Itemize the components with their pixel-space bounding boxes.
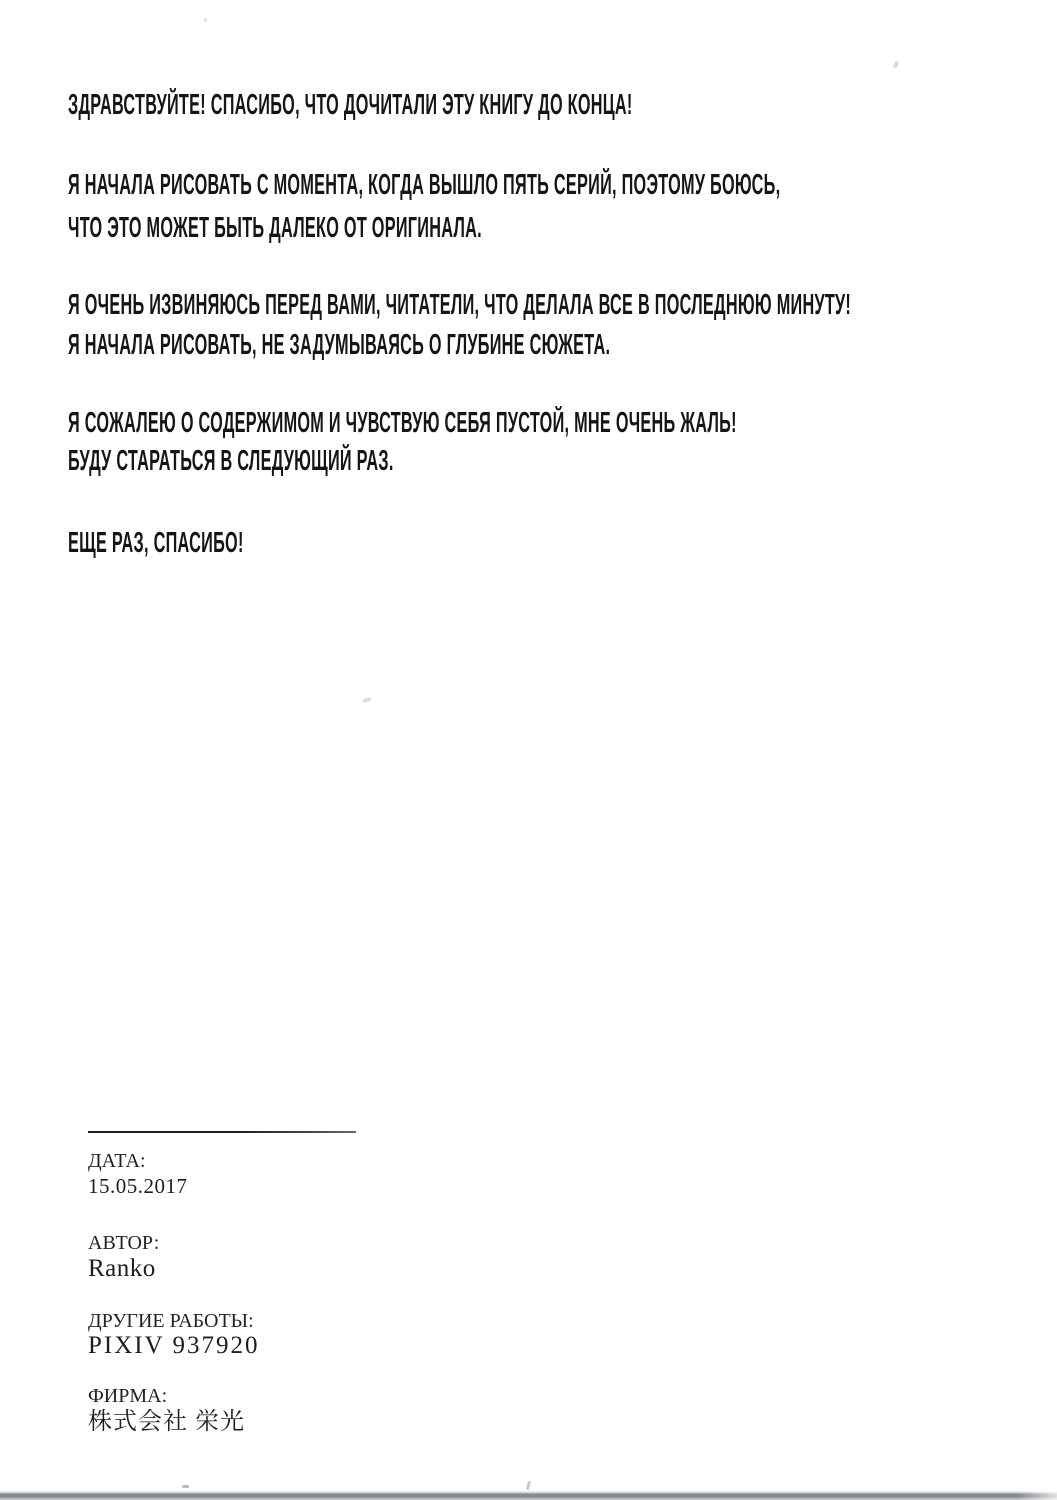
date-value: 15.05.2017 bbox=[88, 1174, 188, 1198]
other-works-value: PIXIV 937920 bbox=[88, 1332, 260, 1359]
scan-speck bbox=[182, 1485, 189, 1488]
credits-divider-line bbox=[88, 1131, 356, 1133]
author-value: Ranko bbox=[88, 1255, 156, 1282]
scan-speck bbox=[526, 1481, 531, 1490]
paragraph-3-line-1: Я ОЧЕНЬ ИЗВИНЯЮСЬ ПЕРЕД ВАМИ, ЧИТАТЕЛИ, ЧТО ДЕЛАЛА ВСЕ В ПОСЛЕДНЮЮ МИНУТУ! bbox=[68, 289, 852, 321]
author-label: АВТОР: bbox=[88, 1232, 160, 1254]
company-value: 株式会社 栄光 bbox=[88, 1409, 245, 1435]
scan-speck bbox=[893, 61, 899, 69]
date-label: ДАТА: bbox=[88, 1150, 146, 1172]
scan-speck bbox=[204, 18, 207, 22]
paragraph-4-line-1: Я СОЖАЛЕЮ О СОДЕРЖИМОМ И ЧУВСТВУЮ СЕБЯ ПУСТОЙ, МНЕ ОЧЕНЬ ЖАЛЬ! bbox=[68, 407, 737, 439]
paragraph-3-line-2: Я НАЧАЛА РИСОВАТЬ, НЕ ЗАДУМЫВАЯСЬ О ГЛУБИНЕ СЮЖЕТА. bbox=[68, 329, 611, 361]
paragraph-4-line-2: БУДУ СТАРАТЬСЯ В СЛЕДУЮЩИЙ РАЗ. bbox=[68, 445, 394, 477]
scan-speck bbox=[363, 697, 372, 703]
closing-thanks-line: ЕЩЕ РАЗ, СПАСИБО! bbox=[68, 527, 244, 559]
greeting-line: ЗДРАВСТВУЙТЕ! СПАСИБО, ЧТО ДОЧИТАЛИ ЭТУ КНИГУ ДО КОНЦА! bbox=[68, 89, 633, 121]
company-label: ФИРМА: bbox=[88, 1385, 168, 1407]
page-bottom-scan-edge bbox=[0, 1491, 1057, 1500]
paragraph-2-line-2: ЧТО ЭТО МОЖЕТ БЫТЬ ДАЛЕКО ОТ ОРИГИНАЛА. bbox=[68, 212, 482, 244]
paragraph-2-line-1: Я НАЧАЛА РИСОВАТЬ С МОМЕНТА, КОГДА ВЫШЛО ПЯТЬ СЕРИЙ, ПОЭТОМУ БОЮСЬ, bbox=[68, 169, 781, 201]
other-works-label: ДРУГИЕ РАБОТЫ: bbox=[88, 1310, 254, 1332]
